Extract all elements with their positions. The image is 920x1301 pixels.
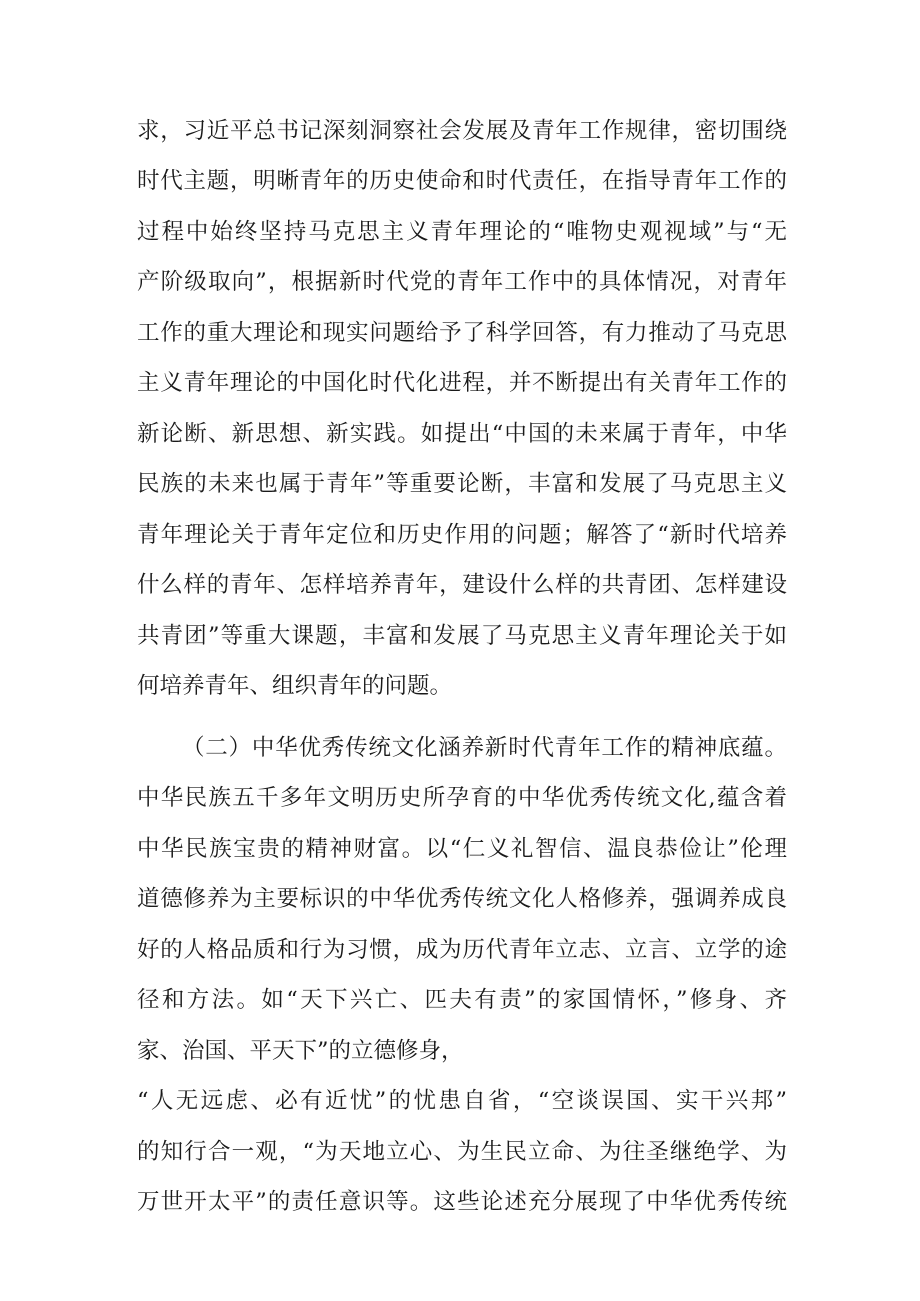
text-line: 时代主题，明晰青年的历史使命和时代责任，在指导青年工作的 — [137, 168, 787, 194]
text-line: 何培养青年、组织青年的问题。 — [137, 673, 453, 699]
text-line: 工作的重大理论和现实问题给予了科学回答，有力推动了马克思 — [137, 320, 787, 346]
text-line: 的知行合一观，“为天地立心、为生民立命、为往圣继绝学、为 — [137, 1139, 787, 1165]
text-line: 万世开太平”的责任意识等。这些论述充分展现了中华优秀传统 — [137, 1189, 787, 1215]
text-line: “人无远虑、必有近忧”的忧患自省，“空谈误国、实干兴邦” — [137, 1088, 787, 1114]
text-line: 主义青年理论的中国化时代化进程，并不断提出有关青年工作的 — [137, 370, 787, 396]
text-line: 中华民族宝贵的精神财富。以“仁义礼智信、温良恭俭让”伦理 — [137, 836, 787, 862]
section-heading: （二）中华优秀传统文化涵养新时代青年工作的精神底蕴。 — [182, 735, 787, 761]
text-line: 中华民族五千多年文明历史所孕育的中华优秀传统文化,蕴含着 — [137, 785, 787, 811]
text-line: 径和方法。如“天下兴亡、匹夫有责”的家国情怀，”修身、齐 — [137, 987, 787, 1013]
text-line: 求，习近平总书记深刻洞察社会发展及青年工作规律，密切围绕 — [137, 118, 787, 144]
text-line: 道德修养为主要标识的中华优秀传统文化人格修养，强调养成良 — [137, 886, 787, 912]
text-line: 家、治国、平天下”的立德修身， — [137, 1038, 464, 1064]
text-line: 青年理论关于青年定位和历史作用的问题；解答了“新时代培养 — [137, 522, 787, 548]
text-line: 过程中始终坚持马克思主义青年理论的“唯物史观视域”与“无 — [137, 219, 787, 245]
text-line: 民族的未来也属于青年”等重要论断，丰富和发展了马克思主义 — [137, 471, 787, 497]
text-line: 新论断、新思想、新实践。如提出“中国的未来属于青年，中华 — [137, 421, 787, 447]
text-line: 产阶级取向”，根据新时代党的青年工作中的具体情况，对青年 — [137, 269, 787, 295]
text-line: 好的人格品质和行为习惯，成为历代青年立志、立言、立学的途 — [137, 937, 787, 963]
text-line: 什么样的青年、怎样培养青年，建设什么样的共青团、怎样建设 — [137, 572, 787, 598]
text-line: 共青团”等重大课题，丰富和发展了马克思主义青年理论关于如 — [137, 623, 787, 649]
